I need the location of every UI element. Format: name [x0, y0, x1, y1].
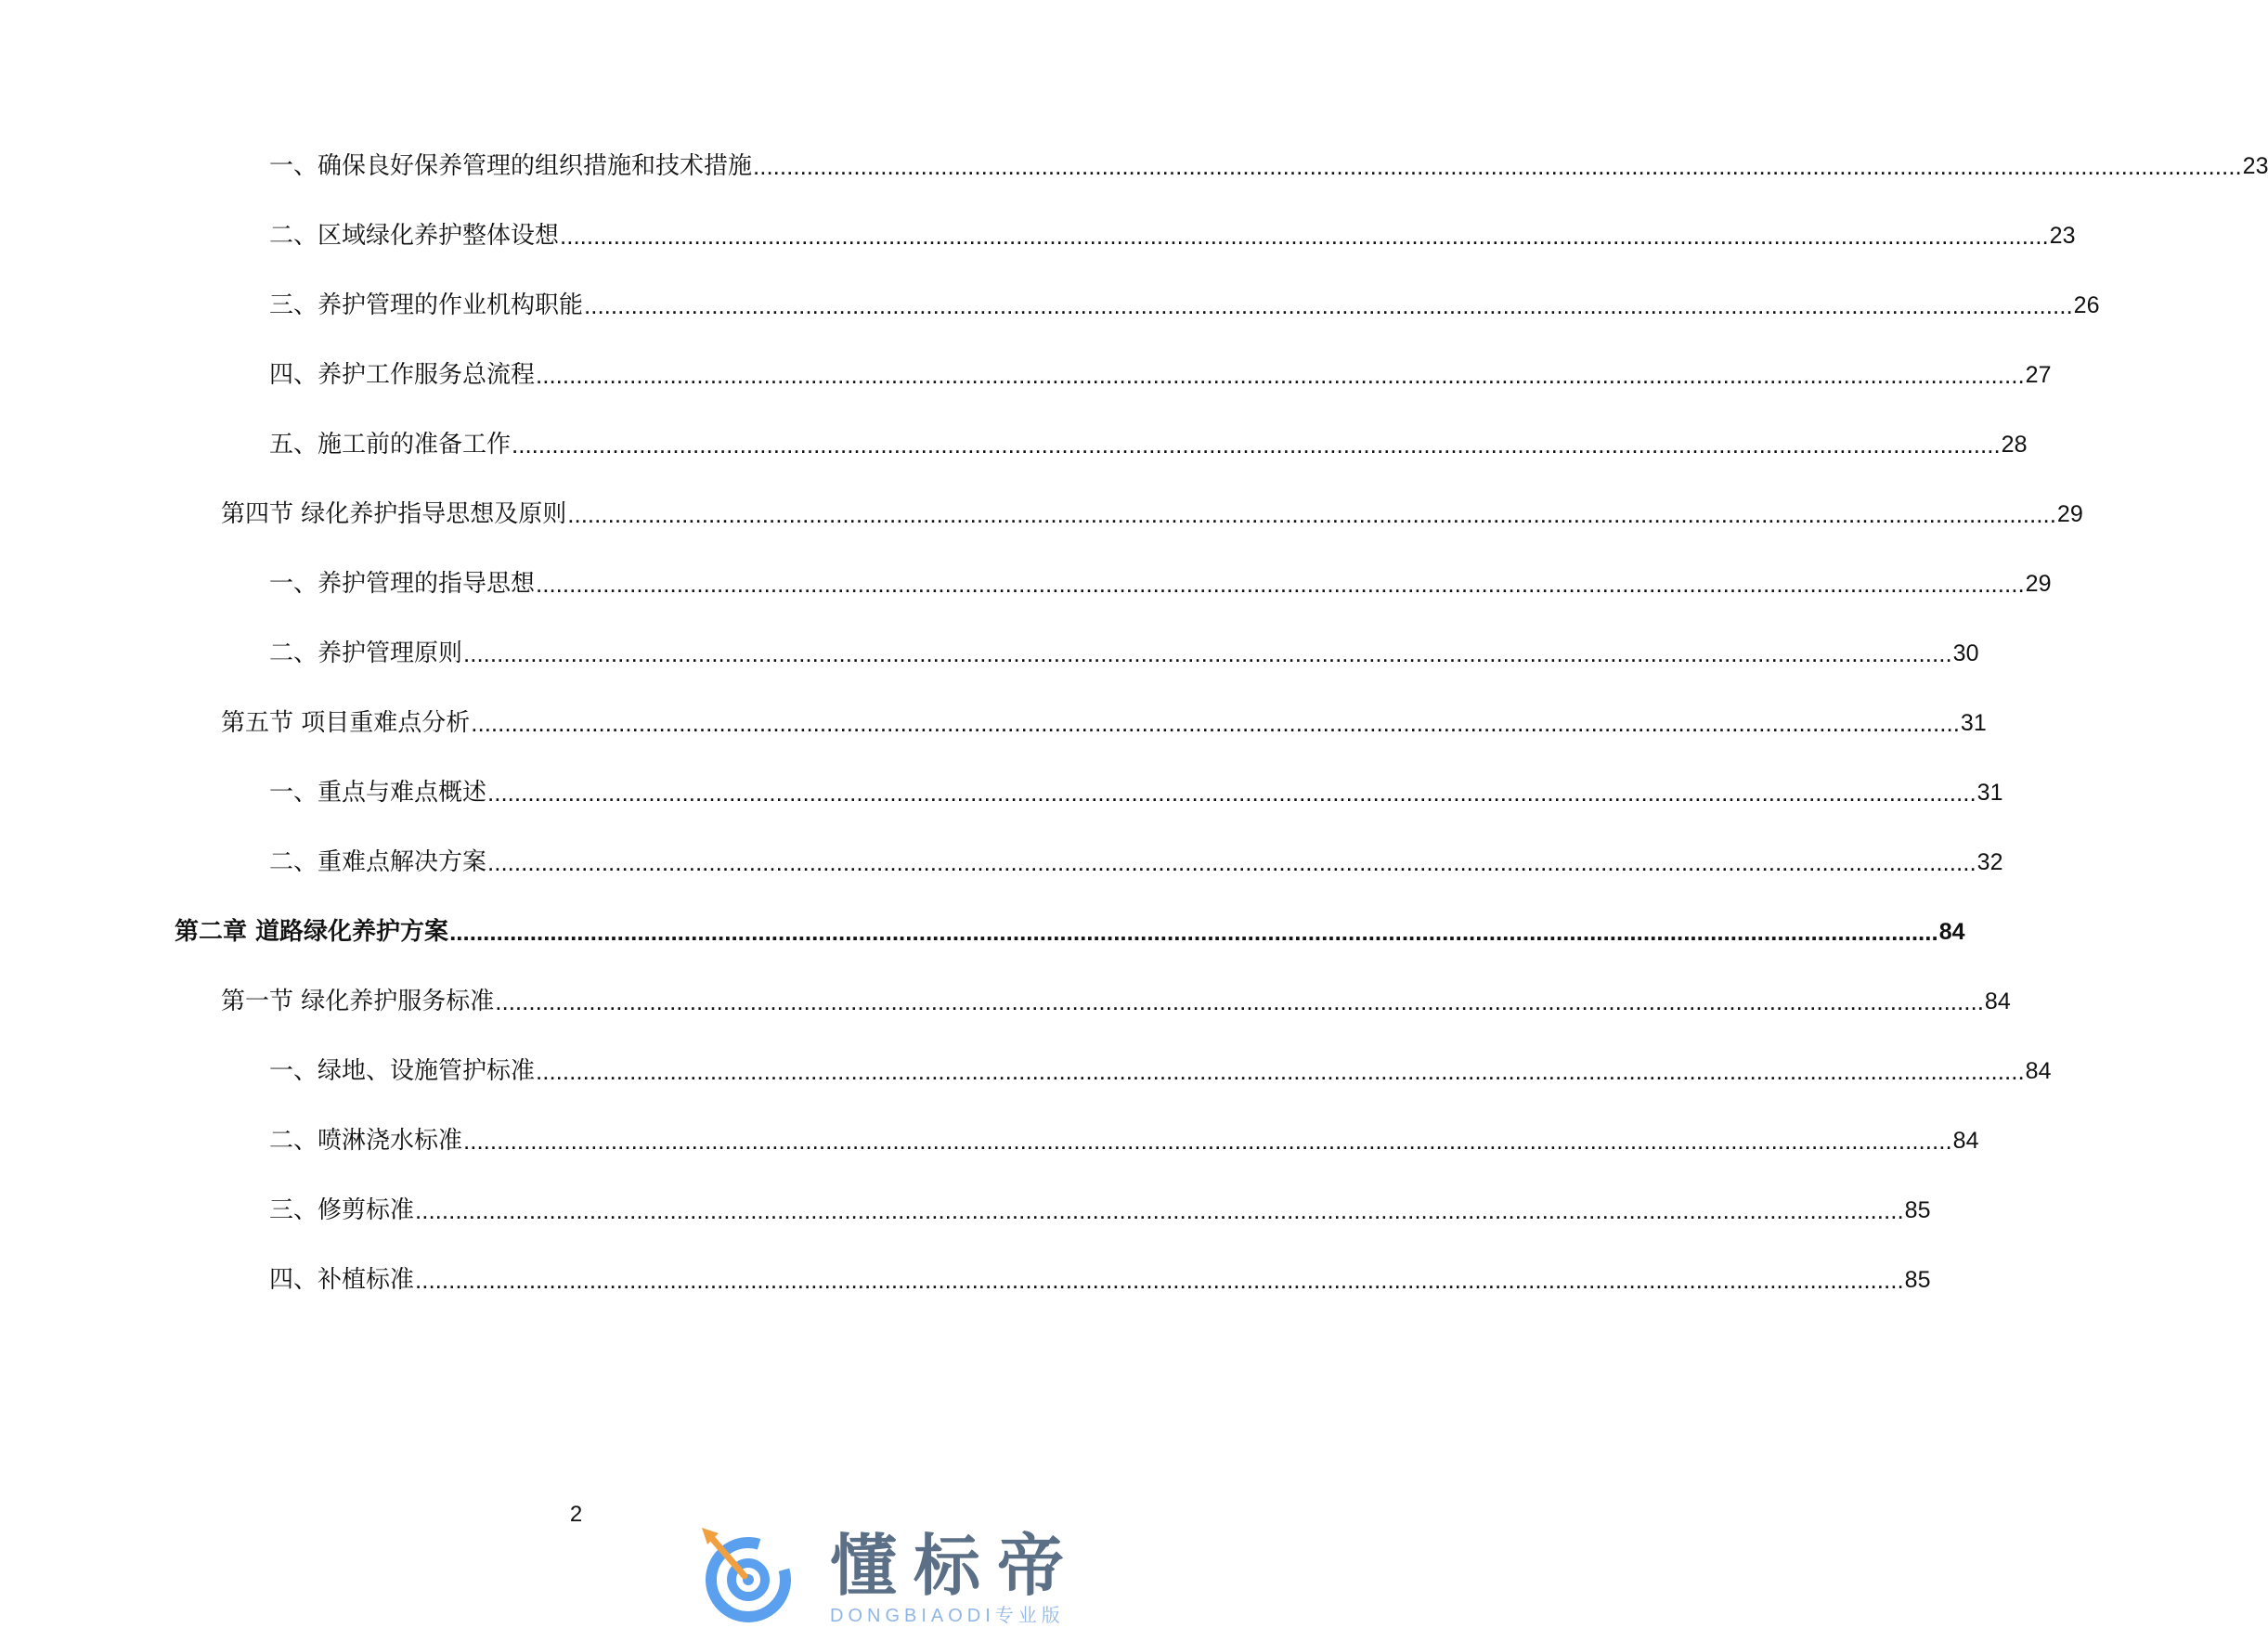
- toc-entry-title: 第一节 绿化养护服务标准: [221, 988, 495, 1015]
- page-number: 2: [569, 1502, 583, 1527]
- toc-dot-leader: ..............................................................................................................................................................................................................................: [449, 918, 1938, 946]
- toc-dot-leader: ..............................................................................................................................................................................................................................: [487, 848, 1976, 876]
- toc-dot-leader: ..............................................................................................................................................................................................................................: [512, 431, 2001, 459]
- toc-entry-title: 五、施工前的准备工作: [269, 431, 512, 459]
- toc-entry[interactable]: [269, 1050, 2052, 1087]
- toc-dot-leader: ..............................................................................................................................................................................................................................: [471, 709, 1960, 737]
- toc-entry[interactable]: [269, 214, 2076, 252]
- toc-entry-title: 二、重难点解决方案: [269, 848, 487, 876]
- toc-entry[interactable]: [269, 423, 2028, 460]
- toc-entry-title: 三、修剪标准: [269, 1196, 415, 1224]
- toc-dot-leader: ..............................................................................................................................................................................................................................: [584, 291, 2073, 319]
- toc-entry[interactable]: [221, 702, 1987, 739]
- watermark: [691, 1526, 1136, 1624]
- toc-entry[interactable]: [269, 841, 2003, 878]
- toc-entry-title: 一、绿地、设施管护标准: [269, 1057, 536, 1085]
- toc-entry-page: 31: [1960, 710, 1987, 736]
- toc-entry[interactable]: [269, 771, 2003, 808]
- toc-entry-page: 29: [2025, 571, 2052, 597]
- toc-dot-leader: ..............................................................................................................................................................................................................................: [487, 779, 1976, 807]
- toc-entry-title: 一、养护管理的指导思想: [269, 570, 536, 598]
- toc-entry[interactable]: [269, 1189, 1931, 1226]
- watermark-brand: 懂标帝: [830, 1527, 1082, 1605]
- toc-entry[interactable]: [269, 1259, 1931, 1296]
- toc-entry-title: 二、喷淋浇水标准: [269, 1127, 463, 1155]
- toc-entry[interactable]: [269, 354, 2052, 391]
- toc-entry-page: 84: [1938, 919, 1965, 945]
- toc-entry-page: 31: [1976, 780, 2003, 806]
- toc-entry-title: 一、确保良好保养管理的组织措施和技术措施: [269, 152, 753, 180]
- toc-entry-page: 84: [1952, 1128, 1979, 1154]
- watermark-subtitle: DONGBIAODI专业版: [830, 1606, 1065, 1626]
- toc-dot-leader: ..............................................................................................................................................................................................................................: [463, 1127, 1952, 1155]
- toc-entry-page: 85: [1904, 1197, 1931, 1223]
- toc-dot-leader: ..............................................................................................................................................................................................................................: [495, 988, 1984, 1015]
- toc-entry[interactable]: [269, 145, 2268, 182]
- toc-entry-page: 85: [1904, 1267, 1931, 1293]
- toc-entry-page: 29: [2056, 501, 2083, 527]
- toc-entry[interactable]: [269, 1119, 1979, 1156]
- toc-entry-title: 二、养护管理原则: [269, 640, 463, 667]
- toc-dot-leader: ..............................................................................................................................................................................................................................: [536, 1057, 2025, 1085]
- toc-entry-title: 四、养护工作服务总流程: [269, 361, 536, 389]
- toc-entry-title: 第四节 绿化养护指导思想及原则: [221, 500, 567, 528]
- toc-dot-leader: ..............................................................................................................................................................................................................................: [463, 640, 1952, 667]
- toc-entry[interactable]: [269, 284, 2100, 321]
- toc-entry[interactable]: [175, 911, 1965, 948]
- toc-entry-page: 84: [1984, 988, 2011, 1014]
- toc-entry-title: 二、区域绿化养护整体设想: [269, 222, 560, 250]
- toc-entry-title: 第二章 道路绿化养护方案: [175, 918, 449, 946]
- toc-entry-title: 第五节 项目重难点分析: [221, 709, 471, 737]
- toc-entry-title: 一、重点与难点概述: [269, 779, 487, 807]
- toc-entry[interactable]: [269, 562, 2052, 600]
- toc-dot-leader: ..............................................................................................................................................................................................................................: [536, 361, 2025, 389]
- toc-entry-page: 23: [2049, 223, 2076, 249]
- toc-entry-page: 27: [2025, 362, 2052, 388]
- toc-entry[interactable]: [269, 632, 1979, 669]
- toc-entry[interactable]: [221, 493, 2083, 530]
- toc-entry-title: 四、补植标准: [269, 1266, 415, 1294]
- toc-dot-leader: ..............................................................................................................................................................................................................................: [753, 152, 2242, 180]
- toc-entry-page: 23: [2242, 153, 2268, 179]
- toc-entry-page: 28: [2001, 432, 2028, 458]
- toc-dot-leader: ..............................................................................................................................................................................................................................: [415, 1266, 1904, 1294]
- toc-entry-title: 三、养护管理的作业机构职能: [269, 291, 584, 319]
- toc-dot-leader: ..............................................................................................................................................................................................................................: [536, 570, 2025, 598]
- target-logo-icon: [691, 1526, 802, 1624]
- toc-entry-page: 30: [1952, 640, 1979, 666]
- toc-entry[interactable]: [221, 980, 2011, 1017]
- toc-dot-leader: ..............................................................................................................................................................................................................................: [415, 1196, 1904, 1224]
- toc-dot-leader: ..............................................................................................................................................................................................................................: [560, 222, 2049, 250]
- toc-entry-page: 84: [2025, 1058, 2052, 1084]
- toc-entry-page: 32: [1976, 849, 2003, 875]
- toc-entry-page: 26: [2073, 292, 2100, 318]
- toc-dot-leader: ..............................................................................................................................................................................................................................: [567, 500, 2056, 528]
